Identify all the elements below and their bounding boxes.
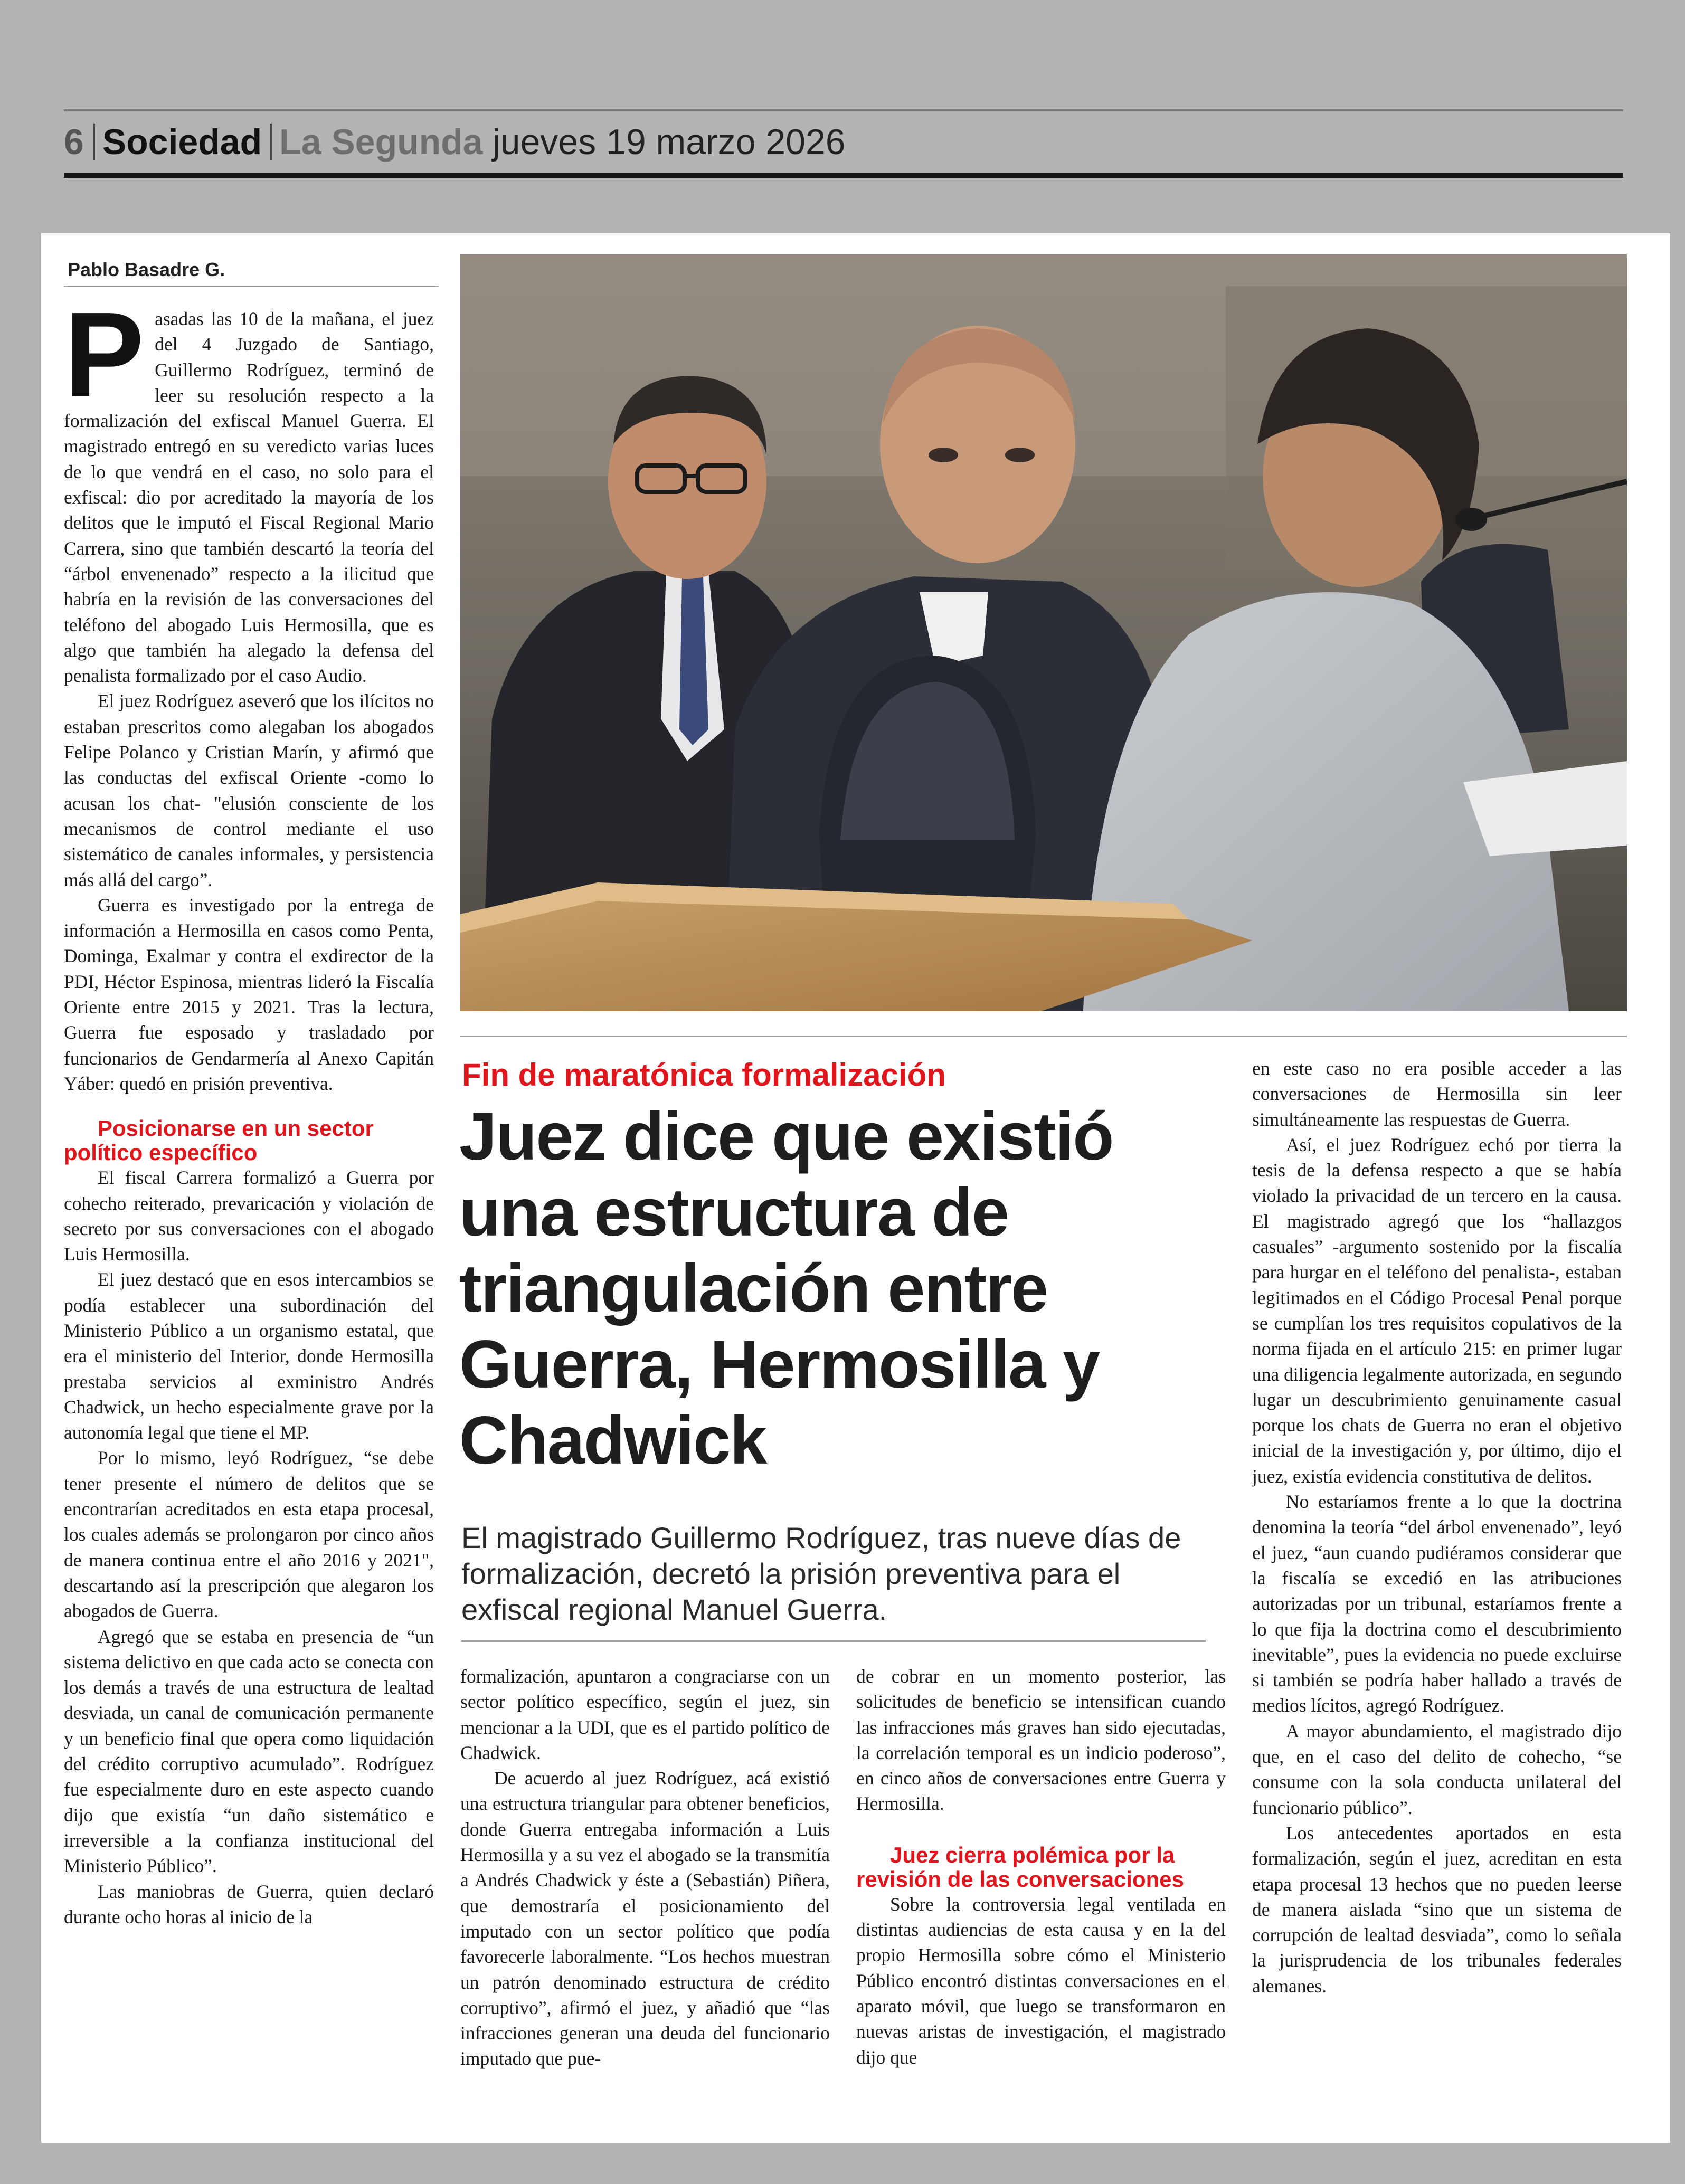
kicker: Fin de maratónica formalización [462, 1057, 946, 1093]
publication-date: jueves 19 marzo 2026 [492, 122, 846, 162]
paragraph: Las maniobras de Guerra, quien declaró durante ocho horas al inicio de la [64, 1881, 434, 1927]
paragraph: de cobrar en un momento posterior, las solicitudes de beneficio se intensifican cuando las infracciones más graves han sido ejecutadas, la correlación temporal es un indicio poderoso”, en cinco años de conversaciones entre Guerra y Hermosilla. [856, 1666, 1226, 1815]
paragraph: Los antecedentes aportados en esta formalización, según el juez, acreditan en esta etapa procesal 13 hechos que no pueden leerse de manera aislada “sino que un sistema de corrupción de lealtad desviada”, como lo señala la jurisprudencia de los tribunales federales alemanes. [1252, 1822, 1622, 1997]
lead-paragraph-text: asadas las 10 de la mañana, el juez del 4 Juzgado de Santiago, Guillermo Rodríguez, terminó de leer su resolución respecto a la formalización del exfiscal Manuel Guerra. El magistrado entregó en su veredicto varias luces de lo que vendrá en el caso, no solo para el exfiscal: dio por acreditado la mayoría de los delitos que le imputó el Fiscal Regional Mario Carrera, sino que también descartó la teoría del “árbol envenenado” respecto a la ilicitud que habría en la revisión de las conversaciones del teléfono del abogado Luis Hermosilla, que es algo que también ha alegado la defensa del penalista formalizado por el caso Audio. [64, 308, 434, 687]
paragraph: Por lo mismo, leyó Rodríguez, “se debe tener presente el número de delitos que se encontrarían acreditados en esta etapa procesal, los cuales además se prolongaron por cinco años de manera continua entre el año 2016 y 2021", descartando así la prescripción que alegaron los abogados de Guerra. [64, 1447, 434, 1622]
paragraph: No estaríamos frente a lo que la doctrina denomina la teoría “del árbol envenenado”, leyó el juez, “aun cuando pudiéramos considerar que la fiscalía se excedió en las atribuciones autorizadas por un tribunal, estaríamos frente a lo que fija la doctrina como el descubrimiento inevitable”, pues la evidencia no puede excluirse si también se podría haber hallado a través de medios lícitos, agregó Rodríguez. [1252, 1491, 1622, 1716]
headline: Juez dice que existió una estructura de triangulación entre Guerra, Hermosilla y Chadwick [459, 1099, 1113, 1478]
paragraph: formalización, apuntaron a congraciarse con un sector político específico, según el juez, sin mencionar a la UDI, que es el partido político de Chadwick. [460, 1666, 830, 1763]
paragraph: El juez destacó que en esos intercambios se podía establecer una subordinación del Ministerio Público a un organismo estatal, que era el ministerio del Interior, donde Hermosilla prestaba servicios al exministro Andrés Chadwick, un hecho especialmente grave por la autonomía legal que tiene el MP. [64, 1269, 434, 1444]
subheading: Posicionarse en un sector político específico [64, 1116, 374, 1165]
paragraph: El juez Rodríguez aseveró que los ilícitos no estaban prescritos como alegaban los abogados Felipe Polanco y Cristian Marín, y afirmó que las conductas del exfiscal Oriente -como lo acusan los chat- "elusión consciente de los mecanismos de control mediante el uso sistemático de canales informales, y persistencia más allá del cargo”. [64, 690, 434, 890]
subheading: Juez cierra polémica por la revisión de las conversaciones [856, 1842, 1184, 1892]
text-column-2 [460, 1664, 830, 2072]
text-column-4 [1252, 1056, 1622, 1999]
text-column-1 [64, 288, 434, 1930]
photo-rule [460, 1036, 1627, 1037]
text-column-3 [856, 1664, 1226, 2070]
deck-rule [461, 1640, 1206, 1642]
byline: Pablo Basadre G. [68, 259, 225, 280]
page-number: 6 [64, 122, 84, 162]
byline-rule [64, 286, 439, 287]
masthead-divider-2 [270, 124, 272, 160]
deck: El magistrado Guillermo Rodríguez, tras nueve días de formalización, decretó la prisión preventiva para el exfiscal regional Manuel Guerra. [461, 1521, 1181, 1626]
paragraph: El fiscal Carrera formalizó a Guerra por cohecho reiterado, prevaricación y violación de secreto por sus conversaciones con el abogado Luis Hermosilla. [64, 1167, 434, 1265]
lead-paragraph [64, 288, 434, 688]
masthead [64, 111, 846, 173]
section-name: Sociedad [102, 122, 262, 162]
masthead-divider [93, 124, 95, 160]
newspaper-name: La Segunda [279, 122, 483, 162]
paragraph: Sobre la controversia legal ventilada en distintas audiencias de esta causa y en la del propio Hermosilla sobre cómo el Ministerio Público encontró distintas conversaciones en el aparato móvil, que luego se transformaron en nuevas aristas de investigación, el magistrado dijo que [856, 1893, 1226, 2068]
paragraph: De acuerdo al juez Rodríguez, acá existió una estructura triangular para obtener beneficios, donde Guerra entregaba información a Luis Hermosilla y a su vez el abogado se la transmitía a Andrés Chadwick y éste a (Sebastián) Piñera, que demostraría el posicionamiento del imputado con un sector político que podía favorecerle laboralmente. “Los hechos muestran un patrón denominado estructura de crédito corruptivo”, afirmó el juez, y añadió que “las infracciones generan una deuda del funcionario imputado que pue- [460, 1768, 830, 2069]
paragraph: Agregó que se estaba en presencia de “un sistema delictivo en que cada acto se conecta con los demás a través de una estructura de lealtad desviada, un canal de comunicación permanente y un beneficio final que opera como liquidación del crédito corruptivo acumulado”. Rodríguez fue especialmente duro en este aspecto cuando dijo que existía “un daño sistemático e irreversible a la confianza institucional del Ministerio Público”. [64, 1626, 434, 1877]
paragraph: en este caso no era posible acceder a las conversaciones de Hermosilla sin leer simultáneamente las respuestas de Guerra. [1252, 1058, 1622, 1130]
paragraph: Así, el juez Rodríguez echó por tierra la tesis de la defensa respecto a que se había violado la privacidad de un tercero en la causa. El magistrado agregó que los “hallazgos casuales” -argumento sostenido por la fiscalía para hurgar en el teléfono del penalista-, estaban legitimados en el Código Procesal Penal porque se cumplían los tres requisitos copulativos de la norma fijada en el artículo 215: en primer lugar una diligencia legalmente autorizada, en segundo lugar un descubrimiento genuinamente casual porque los chats de Guerra no eran el objetivo inicial de la investigación y, por último, dijo el juez, existía evidencia constitutiva de delitos. [1252, 1134, 1622, 1487]
article-photo [460, 254, 1627, 1011]
paragraph: Guerra es investigado por la entrega de información a Hermosilla en casos como Penta, Dominga, Exalmar y contra el exdirector de la PDI, Héctor Espinosa, mientras lideró la Fiscalía Oriente entre 2015 y 2021. Tras la lectura, Guerra fue esposado y trasladado por funcionarios de Gendarmería al Anexo Capitán Yáber: quedó en prisión preventiva. [64, 894, 434, 1094]
drop-cap: P [64, 288, 145, 422]
paragraph: A mayor abundamiento, el magistrado dijo que, en el caso del delito de cohecho, “se consume con la sola conducta unilateral del funcionario público”. [1252, 1720, 1622, 1818]
courtroom-photo-illustration [460, 254, 1627, 1011]
masthead-bottom-rule [64, 173, 1623, 178]
